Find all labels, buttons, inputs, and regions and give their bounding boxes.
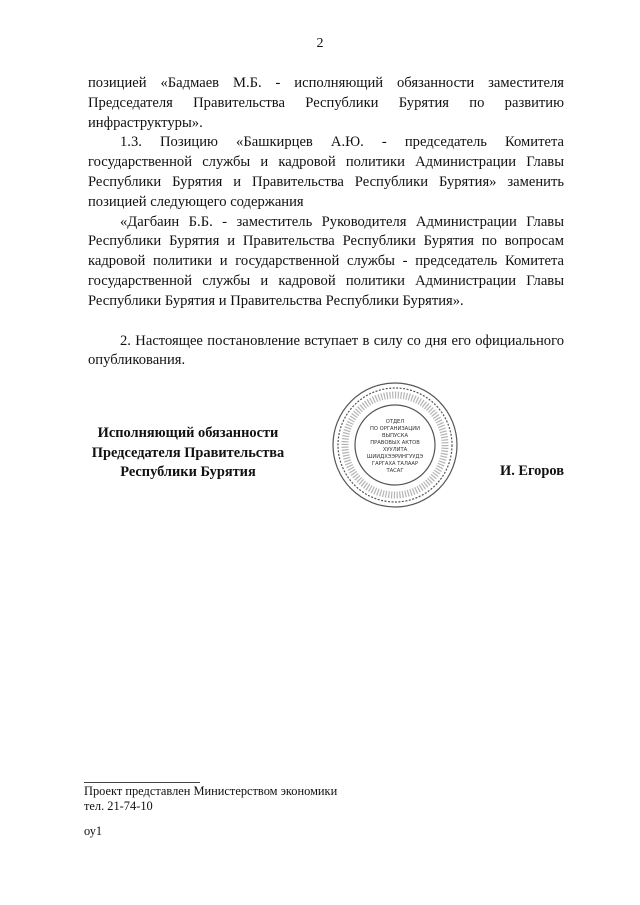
paragraph-item-2: 2. Настоящее постановление вступает в силу со дня его официального опубликования. [88,332,564,369]
signatory-title-line: Республики Бурятия [120,464,256,480]
seal-text-line: ВЫПУСКА [381,433,409,439]
seal-text-line: ОТДЕЛ [385,419,405,425]
seal-text-line: ХУУЛИТА [382,447,408,453]
seal-text-line: ШИИДХЭЭРИНГУУДЭ [366,454,424,460]
paragraph-new-position: «Дагбаин Б.Б. - заместитель Руководителя Администрации Главы Республики Бурятия и Правительства Республики Бурятия по вопросам кадровой политики и государственной службы - председатель Комитета государственной службы и кадровой политики Администрации Главы Республики Бурятия и Правительства Республики Бурятия». [88,213,564,309]
seal-text-line: ПО ОРГАНИЗАЦИИ [369,426,421,432]
footer-divider [84,782,200,783]
document-code: оу1 [84,824,103,838]
footer-line-ministry: Проект представлен Министерством экономики [84,784,338,798]
paragraph-item-1-3: 1.3. Позицию «Башкирцев А.Ю. - председатель Комитета государственной службы и кадровой политики Администрации Главы Республики Бурятия и Правительства Республики Бурятия» заменить позицией следующего содержания [88,134,564,210]
document-body [88,74,564,371]
seal-text-line: ГАРГАХА ТАЛААР [371,461,419,467]
page-number: 2 [316,36,324,51]
signer-name: И. Егоров [500,463,564,479]
signatory-title [84,424,292,483]
footer-note [84,784,337,814]
signatory-title-line: Исполняющий обязанности [97,425,279,441]
seal-text-line: ПРАВОВЫХ АКТОВ [370,440,420,446]
official-round-seal-icon [330,380,460,510]
paragraph-continuation: позицией «Бадмаев М.Б. - исполняющий обязанности заместителя Председателя Правительства Республики Бурятия по развитию инфраструктуры». [88,75,564,131]
signatory-title-line: Председателя Правительства [91,444,285,461]
footer-line-phone: тел. 21-74-10 [84,799,153,813]
seal-text-line: ТАСАГ [386,468,404,474]
